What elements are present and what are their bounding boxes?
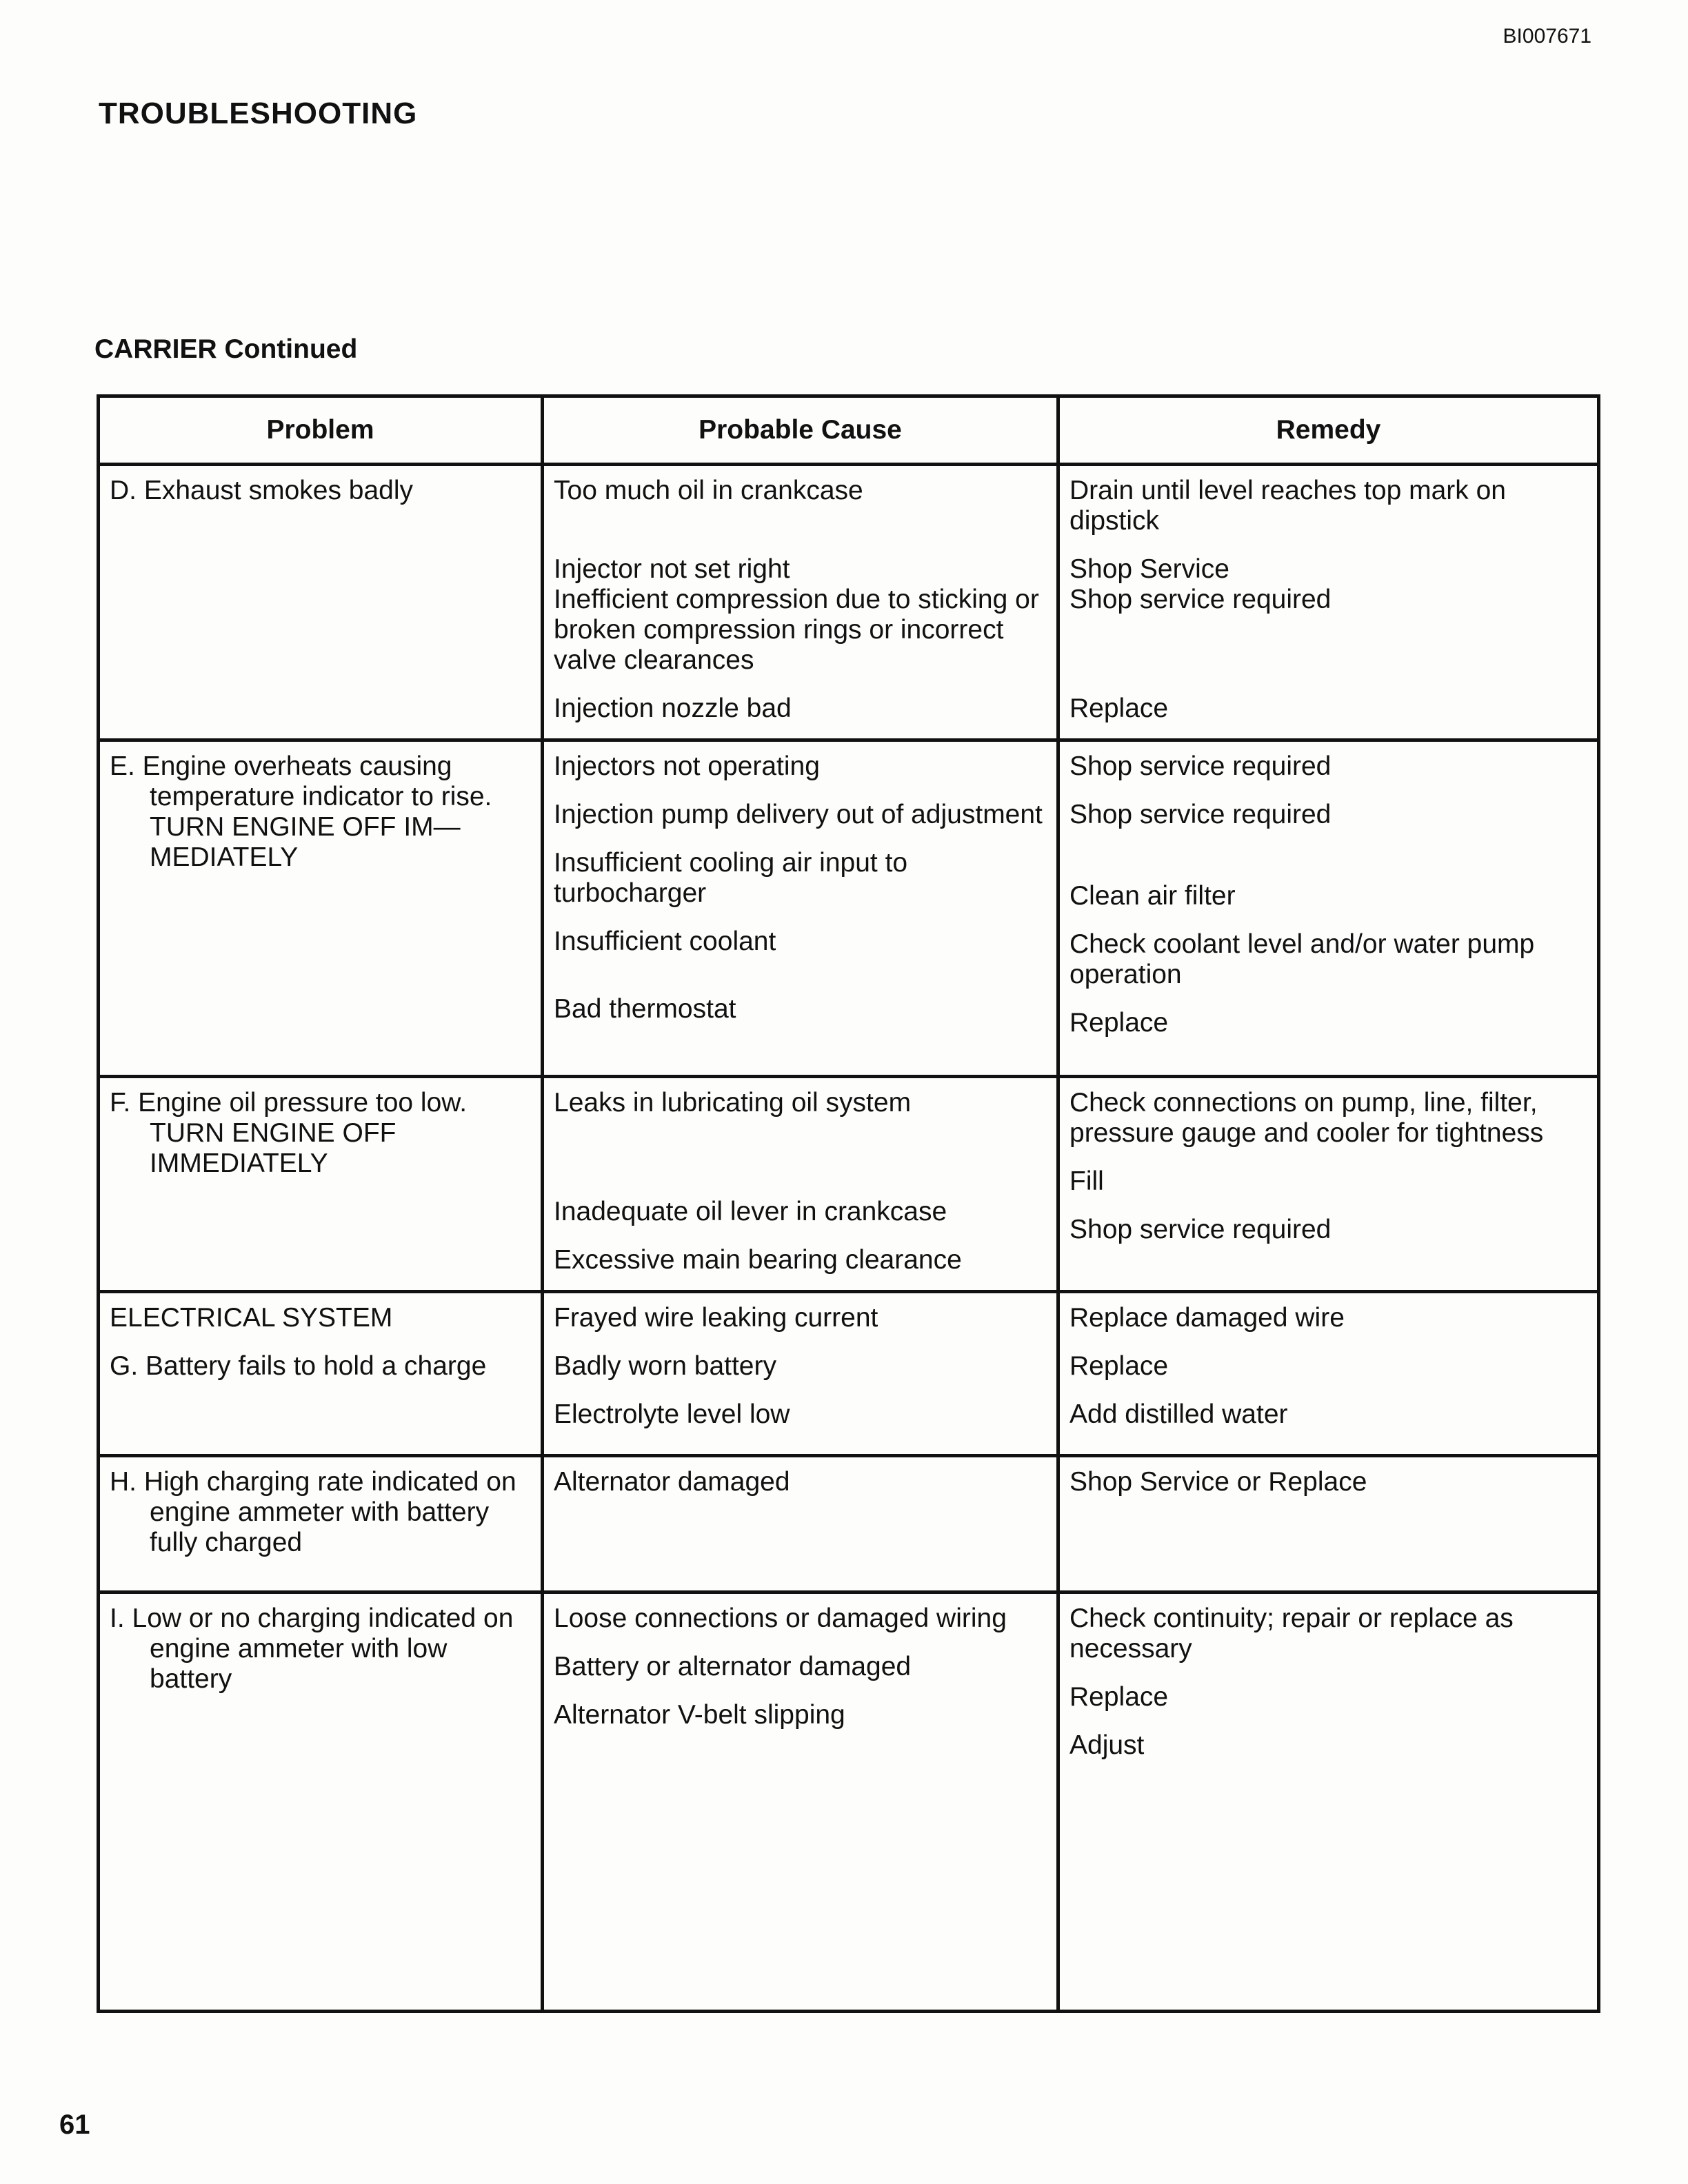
cause-item: Injection nozzle bad <box>554 694 792 723</box>
table-row <box>99 1292 1599 1456</box>
remedy-item: Clean air filter <box>1069 881 1236 911</box>
remedy-cell <box>1058 1593 1599 2012</box>
remedy-cell <box>1058 465 1599 740</box>
cause-item: Frayed wire leaking current <box>554 1303 878 1333</box>
remedy-item: Adjust <box>1069 1730 1145 1760</box>
cause-cell <box>543 740 1058 1077</box>
remedy-item: Shop service required <box>1069 751 1332 781</box>
cause-cell <box>543 465 1058 740</box>
remedy-item: Replace <box>1069 1351 1169 1381</box>
problem-text: F. Engine oil pressure too low. TURN ENGINE OFF IMMEDIATELY <box>110 1088 468 1178</box>
page-number: 61 <box>59 2110 90 2140</box>
problem-cell <box>99 465 543 740</box>
remedy-item: Replace <box>1069 694 1169 723</box>
problem-cell <box>99 1456 543 1593</box>
section-title: CARRIER Continued <box>94 334 358 364</box>
cause-item: Injectors not operating <box>554 751 820 781</box>
remedy-item: Shop service required <box>1069 585 1332 614</box>
cause-item: Inefficient compression due to sticking or broken compression rings or incorrect valve clearances <box>554 585 1039 675</box>
problem-cell <box>99 740 543 1077</box>
cause-item: Loose connections or damaged wiring <box>554 1604 1007 1633</box>
header-probable-cause: Probable Cause <box>543 396 1058 465</box>
problem-cell <box>99 1593 543 2012</box>
remedy-item: Replace <box>1069 1008 1169 1038</box>
cause-item: Injector not set right <box>554 554 790 584</box>
remedy-item: Shop Service <box>1069 554 1229 584</box>
cause-item: Insufficient cooling air input to turbocharger <box>554 848 908 908</box>
problem-text: H. High charging rate indicated on engine ammeter with battery fully charged <box>110 1467 516 1557</box>
header-problem: Problem <box>99 396 543 465</box>
header-remedy: Remedy <box>1058 396 1599 465</box>
problem-text: E. Engine overheats causing temperature indicator to rise. TURN ENGINE OFF IM—MEDIATELY <box>110 751 492 872</box>
remedy-item: Shop service required <box>1069 1215 1332 1244</box>
problem-cell <box>99 1077 543 1292</box>
document-id: BI007671 <box>1503 25 1591 48</box>
remedy-cell <box>1058 1456 1599 1593</box>
table-row <box>99 1077 1599 1292</box>
remedy-cell <box>1058 1077 1599 1292</box>
cause-item: Alternator damaged <box>554 1467 790 1497</box>
table-row <box>99 740 1599 1077</box>
remedy-item: Check coolant level and/or water pump operation <box>1069 929 1535 989</box>
table-row <box>99 465 1599 740</box>
problem-text: D. Exhaust smokes badly <box>110 476 414 505</box>
remedy-cell <box>1058 740 1599 1077</box>
cause-item: Insufficient coolant <box>554 927 776 956</box>
table-row <box>99 1593 1599 2012</box>
cause-cell <box>543 1593 1058 2012</box>
problem-text: G. Battery fails to hold a charge <box>110 1351 487 1381</box>
cause-item: Too much oil in crankcase <box>554 476 863 505</box>
cause-item: Badly worn battery <box>554 1351 776 1381</box>
cause-item: Injection pump delivery out of adjustment <box>554 800 1043 829</box>
cause-item: Electrolyte level low <box>554 1399 790 1429</box>
remedy-item: Shop Service or Replace <box>1069 1467 1367 1497</box>
remedy-item: Check continuity; repair or replace as necessary <box>1069 1604 1514 1664</box>
cause-item: Alternator V-belt slipping <box>554 1700 845 1730</box>
cause-item: Excessive main bearing clearance <box>554 1245 962 1275</box>
cause-item: Leaks in lubricating oil system <box>554 1088 912 1118</box>
cause-cell <box>543 1292 1058 1456</box>
remedy-item: Add distilled water <box>1069 1399 1288 1429</box>
remedy-item: Replace <box>1069 1682 1169 1712</box>
table-row <box>99 1456 1599 1593</box>
cause-item: Bad thermostat <box>554 994 736 1024</box>
table-header-row <box>99 396 1599 465</box>
troubleshooting-table <box>97 394 1600 2013</box>
cause-item: Inadequate oil lever in crankcase <box>554 1197 947 1226</box>
problem-text: I. Low or no charging indicated on engine ammeter with low battery <box>110 1604 514 1694</box>
remedy-item: Drain until level reaches top mark on dipstick <box>1069 476 1506 536</box>
cause-item: Battery or alternator damaged <box>554 1652 912 1681</box>
remedy-item: Fill <box>1069 1166 1104 1196</box>
remedy-item: Check connections on pump, line, filter, pressure gauge and cooler for tightness <box>1069 1088 1544 1148</box>
page-title: TROUBLESHOOTING <box>99 97 418 130</box>
remedy-item: Replace damaged wire <box>1069 1303 1345 1333</box>
remedy-cell <box>1058 1292 1599 1456</box>
cause-cell <box>543 1456 1058 1593</box>
cause-cell <box>543 1077 1058 1292</box>
remedy-item: Shop service required <box>1069 800 1332 829</box>
problem-cell <box>99 1292 543 1456</box>
section-label-electrical: ELECTRICAL SYSTEM <box>110 1303 393 1333</box>
